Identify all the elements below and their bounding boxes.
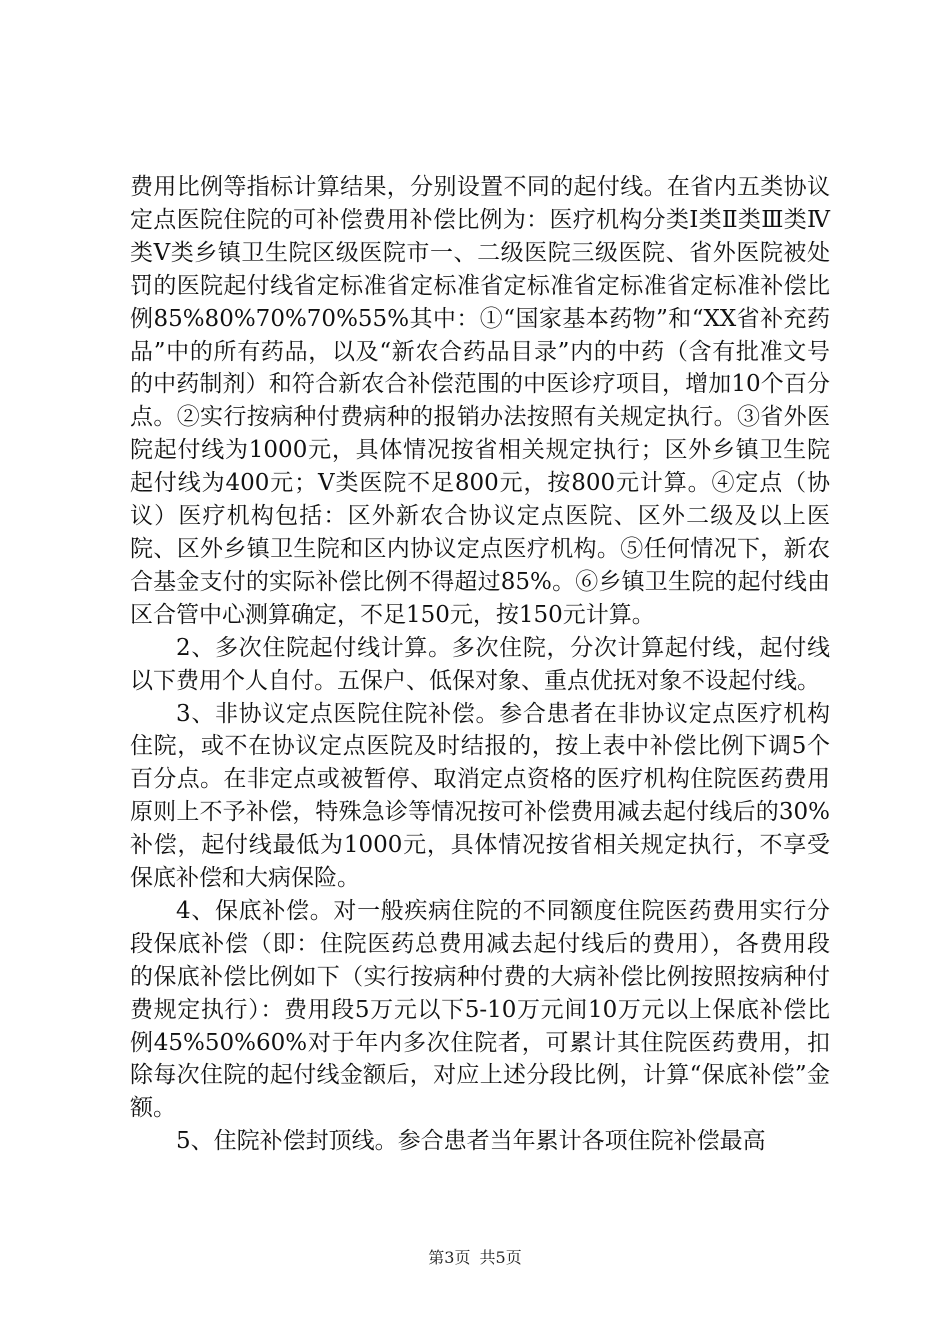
document-body	[130, 171, 830, 1158]
paragraph-2: 2、多次住院起付线计算。多次住院，分次计算起付线，起付线以下费用个人自付。五保户、低保对象、重点优抚对象不设起付线。	[130, 634, 830, 694]
paragraph-3: 3、非协议定点医院住院补偿。参合患者在非协议定点医疗机构住院，或不在协议定点医院及时结报的，按上表中补偿比例下调5个百分点。在非定点或被暂停、取消定点资格的医疗机构住院医药费用原则上不予补偿，特殊急诊等情况按可补偿费用减去起付线后的30%补偿，起付线最低为1000元，具体情况按省相关规定执行，不享受保底补偿和大病保险。	[130, 700, 830, 892]
paragraph-4: 4、保底补偿。对一般疾病住院的不同额度住院医药费用实行分段保底补偿（即：住院医药总费用减去起付线后的费用），各费用段的保底补偿比例如下（实行按病种付费的大病补偿比例按照按病种付费规定执行）：费用段5万元以下5-10万元间10万元以上保底补偿比例45%50%60%对于年内多次住院者，可累计其住院医药费用，扣除每次住院的起付线金额后，对应上述分段比例，计算“保底补偿”金额。	[130, 897, 830, 1122]
page-footer	[0, 1245, 950, 1268]
page-total: 共5页	[479, 1248, 522, 1267]
paragraph-1: 费用比例等指标计算结果，分别设置不同的起付线。在省内五类协议定点医院住院的可补偿费用补偿比例为：医疗机构分类Ⅰ类Ⅱ类Ⅲ类Ⅳ类Ⅴ类乡镇卫生院区级医院市一、二级医院三级医院、省外医院被处罚的医院起付线省定标准省定标准省定标准省定标准省定标准补偿比例85%80%70%70%55%其中：①“国家基本药物”和“XX省补充药品”中的所有药品，以及“新农合药品目录”内的中药（含有批准文号的中药制剂）和符合新农合补偿范围的中医诊疗项目，增加10个百分点。②实行按病种付费病种的报销办法按照有关规定执行。③省外医院起付线为1000元，具体情况按省相关规定执行；区外乡镇卫生院起付线为400元；Ⅴ类医院不足800元，按800元计算。④定点（协议）医疗机构包括：区外新农合协议定点医院、区外二级及以上医院、区外乡镇卫生院和区内协议定点医疗机构。⑤任何情况下，新农合基金支付的实际补偿比例不得超过85%。⑥乡镇卫生院的起付线由区合管中心测算确定，不足150元，按150元计算。	[130, 174, 830, 628]
page-number: 第3页	[428, 1248, 471, 1267]
paragraph-5: 5、住院补偿封顶线。参合患者当年累计各项住院补偿最高	[176, 1128, 766, 1155]
